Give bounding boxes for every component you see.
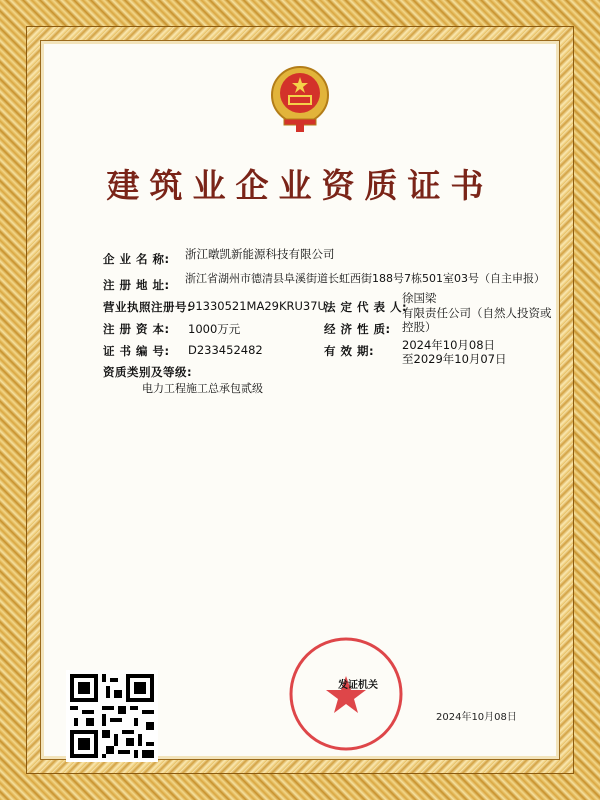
license-no-label: 营业执照注册号:: [103, 300, 193, 314]
issuer-label: 发证机关: [338, 680, 378, 691]
legal-rep-label: 法 定 代 表 人:: [324, 300, 408, 314]
legal-rep-value: 徐国梁: [402, 291, 437, 305]
issue-date: 2024年10月08日: [436, 712, 517, 723]
economic-nature-label: 经 济 性 质:: [324, 322, 391, 336]
national-emblem-icon: [268, 63, 332, 133]
qualification-label: 资质类别及等级:: [103, 365, 193, 379]
company-name-label: 企 业 名 称:: [103, 252, 170, 266]
certificate-title: 建筑业企业资质证书: [106, 166, 494, 205]
validity-label: 有 效 期:: [324, 344, 375, 358]
capital-value: 1000万元: [188, 322, 241, 336]
address-value: 浙江省湖州市德清县阜溪街道长虹西街188号7栋501室03号（自主申报）: [185, 272, 545, 285]
license-no-value: 91330521MA29KRU37U: [188, 299, 326, 313]
company-name-value: 浙江暾凯新能源科技有限公司: [185, 247, 335, 261]
qualification-value: 电力工程施工总承包贰级: [142, 382, 263, 395]
address-label: 注 册 地 址:: [103, 278, 170, 292]
cert-no-label: 证 书 编 号:: [103, 344, 170, 358]
validity-end: 至2029年10月07日: [402, 352, 507, 366]
validity-start: 2024年10月08日: [402, 338, 496, 352]
economic-nature-value: 有限责任公司（自然人投资或控股）: [402, 306, 552, 334]
cert-no-value: D233452482: [188, 343, 263, 357]
capital-label: 注 册 资 本:: [103, 322, 170, 336]
qr-code-icon[interactable]: [66, 670, 158, 762]
official-seal-icon: [286, 634, 406, 754]
